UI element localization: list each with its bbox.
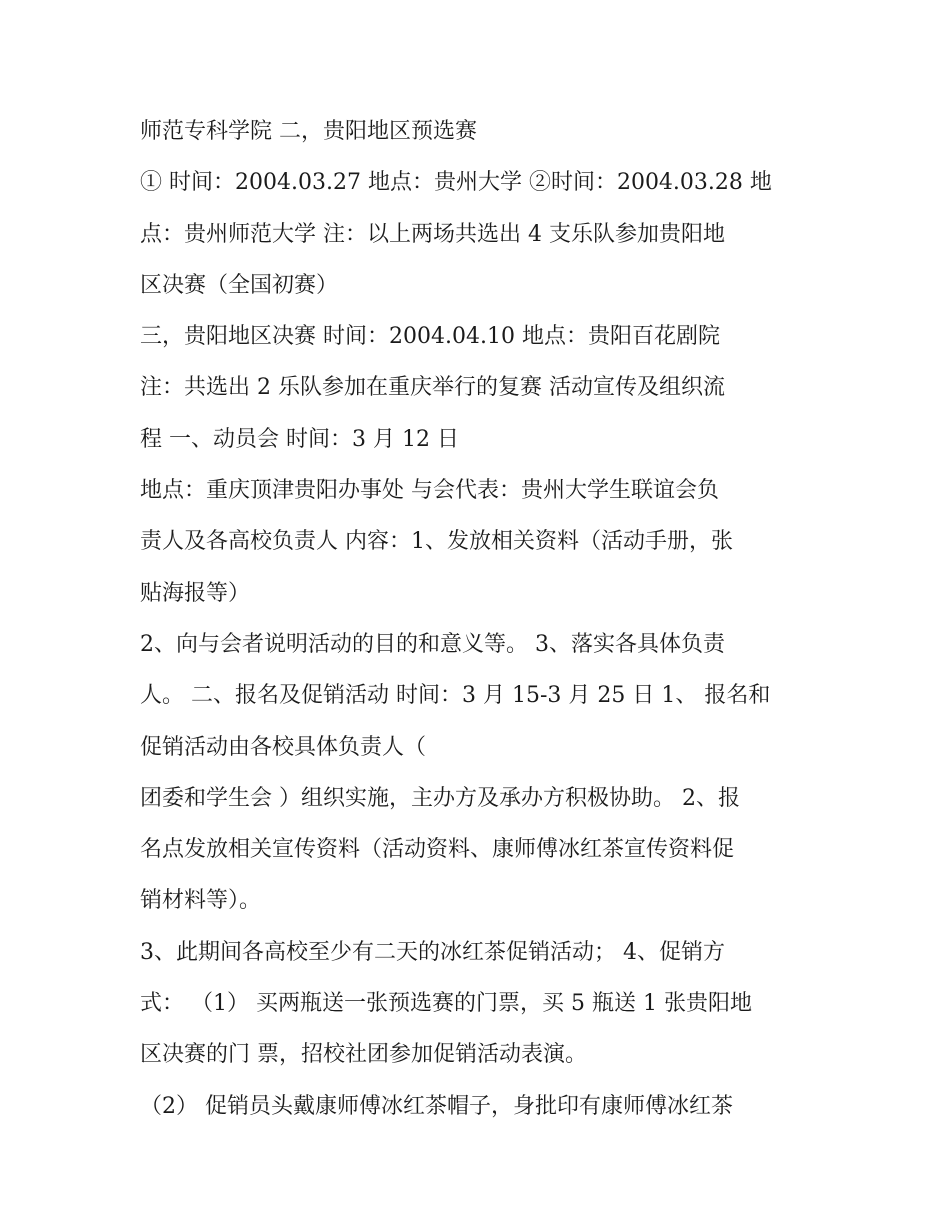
text-line: 点：贵州师范大学 注：以上两场共选出 4 支乐队参加贵阳地 [140, 221, 725, 247]
text-line: 3、此期间各高校至少有二天的冰红茶促销活动； 4、促销方 [140, 939, 725, 965]
text-line: 区决赛（全国初赛） [140, 272, 339, 298]
text-line: ① 时间：2004.03.27 地点：贵州大学 ②时间：2004.03.28 地 [140, 170, 772, 196]
text-line: 程 一、动员会 时间：3 月 12 日 [140, 426, 459, 452]
text-line: 注：共选出 2 乐队参加在重庆举行的复赛 活动宣传及组织流 [140, 375, 725, 401]
text-line: 地点：重庆顶津贵阳办事处 与会代表：贵州大学生联谊会负 [140, 478, 719, 504]
text-line: 贴海报等） [140, 580, 251, 606]
text-line: 人。 二、报名及促销活动 时间：3 月 15-3 月 25 日 1、 报名和 [140, 683, 771, 709]
document-body [140, 106, 830, 1132]
text-line: 团委和学生会 ）组织实施，主办方及承办方积极协助。 2、报 [140, 785, 740, 811]
text-line: 名点发放相关宣传资料（活动资料、康师傅冰红茶宣传资料促 [140, 837, 735, 863]
text-line: 2、向与会者说明活动的目的和意义等。 3、落实各具体负责 [140, 631, 725, 657]
text-line: 师范专科学院 二，贵阳地区预选赛 [140, 119, 477, 144]
text-line: 区决赛的门 票，招校社团参加促销活动表演。 [140, 1042, 587, 1068]
text-line: 责人及各高校负责人 内容：1、发放相关资料（活动手册，张 [140, 529, 733, 555]
text-line: 三，贵阳地区决赛 时间：2004.04.10 地点：贵阳百花剧院 [140, 324, 720, 350]
text-line: 式： （1） 买两瓶送一张预选赛的门票，买 5 瓶送 1 张贵阳地 [140, 991, 752, 1017]
text-line: （2） 促销员头戴康师傅冰红茶帽子，身批印有康师傅冰红茶 [140, 1093, 733, 1119]
text-line: 促销活动由各校具体负责人（ [140, 734, 427, 760]
text-line: 销材料等）。 [140, 888, 262, 914]
